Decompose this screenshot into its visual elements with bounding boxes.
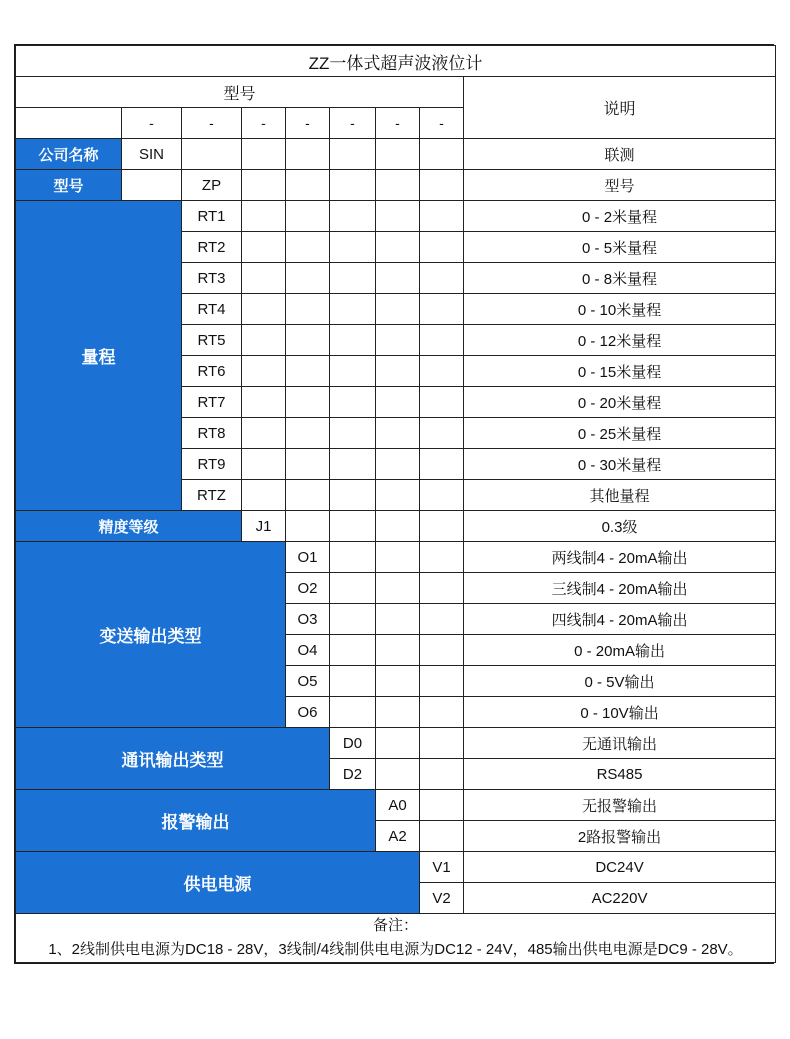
code-d2: D2 <box>330 759 376 790</box>
desc-rt9: 0 - 30米量程 <box>464 449 776 480</box>
desc-a2: 2路报警输出 <box>464 821 776 852</box>
empty-cell <box>330 697 376 728</box>
empty-cell <box>376 232 420 263</box>
code-rtz: RTZ <box>182 480 242 511</box>
empty-cell <box>330 418 376 449</box>
dash-cell-7: - <box>420 108 464 139</box>
empty-cell <box>286 139 330 170</box>
empty-cell <box>242 356 286 387</box>
empty-cell <box>376 604 420 635</box>
empty-cell <box>376 170 420 201</box>
code-rt6: RT6 <box>182 356 242 387</box>
table-row-company <box>16 139 776 170</box>
row-label-comm: 通讯输出类型 <box>16 728 330 790</box>
table-row-header <box>16 77 776 108</box>
empty-cell <box>420 232 464 263</box>
empty-cell <box>420 542 464 573</box>
empty-cell <box>420 511 464 542</box>
table-row-v1 <box>16 852 776 883</box>
code-a2: A2 <box>376 821 420 852</box>
empty-cell <box>286 480 330 511</box>
desc-rt6: 0 - 15米量程 <box>464 356 776 387</box>
empty-cell <box>286 418 330 449</box>
empty-cell <box>242 294 286 325</box>
empty-cell <box>376 542 420 573</box>
dash-cell-blank <box>16 108 122 139</box>
empty-cell <box>376 201 420 232</box>
empty-cell <box>330 294 376 325</box>
empty-cell <box>242 480 286 511</box>
desc-o3: 四线制4 - 20mA输出 <box>464 604 776 635</box>
empty-cell <box>330 170 376 201</box>
desc-rt2: 0 - 5米量程 <box>464 232 776 263</box>
empty-cell <box>330 325 376 356</box>
empty-cell <box>286 201 330 232</box>
table-row-rt1 <box>16 201 776 232</box>
dash-cell-3: - <box>242 108 286 139</box>
code-rt9: RT9 <box>182 449 242 480</box>
dash-cell-4: - <box>286 108 330 139</box>
empty-cell <box>376 728 420 759</box>
desc-a0: 无报警输出 <box>464 790 776 821</box>
desc-v2: AC220V <box>464 883 776 914</box>
empty-cell <box>330 387 376 418</box>
empty-cell <box>420 480 464 511</box>
code-rt5: RT5 <box>182 325 242 356</box>
empty-cell <box>286 356 330 387</box>
table-row-accuracy <box>16 511 776 542</box>
dash-cell-1: - <box>122 108 182 139</box>
empty-cell <box>286 511 330 542</box>
empty-cell <box>242 232 286 263</box>
desc-v1: DC24V <box>464 852 776 883</box>
desc-d0: 无通讯输出 <box>464 728 776 759</box>
empty-cell <box>286 263 330 294</box>
empty-cell <box>286 232 330 263</box>
empty-cell <box>376 139 420 170</box>
desc-j1: 0.3级 <box>464 511 776 542</box>
header-model-label: 型号 <box>16 77 464 108</box>
empty-cell <box>420 635 464 666</box>
code-sin: SIN <box>122 139 182 170</box>
empty-cell <box>420 294 464 325</box>
code-zp: ZP <box>182 170 242 201</box>
desc-rt8: 0 - 25米量程 <box>464 418 776 449</box>
note-block <box>16 914 776 963</box>
table-row-o1 <box>16 542 776 573</box>
code-o3: O3 <box>286 604 330 635</box>
desc-rt5: 0 - 12米量程 <box>464 325 776 356</box>
code-rt7: RT7 <box>182 387 242 418</box>
empty-cell <box>420 263 464 294</box>
empty-cell <box>376 325 420 356</box>
empty-cell <box>376 356 420 387</box>
code-o5: O5 <box>286 666 330 697</box>
empty-cell <box>376 759 420 790</box>
empty-cell <box>330 511 376 542</box>
table-row-a0 <box>16 790 776 821</box>
empty-cell <box>376 263 420 294</box>
empty-cell <box>330 542 376 573</box>
code-v2: V2 <box>420 883 464 914</box>
empty-cell <box>286 387 330 418</box>
row-label-power: 供电电源 <box>16 852 420 914</box>
note-line-1: 1、2线制供电电源为DC18 - 28V，3线制/4线制供电电源为DC12 - 24V，485输出供电电源是DC9 - 28V。 <box>48 941 743 958</box>
empty-cell <box>242 170 286 201</box>
code-o2: O2 <box>286 573 330 604</box>
desc-o4: 0 - 20mA输出 <box>464 635 776 666</box>
desc-company: 联测 <box>464 139 776 170</box>
empty-cell <box>376 511 420 542</box>
empty-cell <box>286 325 330 356</box>
code-rt8: RT8 <box>182 418 242 449</box>
empty-cell <box>376 294 420 325</box>
empty-cell <box>330 449 376 480</box>
empty-cell <box>420 821 464 852</box>
code-j1: J1 <box>242 511 286 542</box>
code-a0: A0 <box>376 790 420 821</box>
row-label-model: 型号 <box>16 170 122 201</box>
dash-cell-5: - <box>330 108 376 139</box>
empty-cell <box>182 139 242 170</box>
desc-rt1: 0 - 2米量程 <box>464 201 776 232</box>
code-rt2: RT2 <box>182 232 242 263</box>
empty-cell <box>420 139 464 170</box>
code-rt4: RT4 <box>182 294 242 325</box>
empty-cell <box>420 728 464 759</box>
empty-cell <box>420 666 464 697</box>
dash-cell-2: - <box>182 108 242 139</box>
empty-cell <box>330 573 376 604</box>
desc-o1: 两线制4 - 20mA输出 <box>464 542 776 573</box>
desc-rtz: 其他量程 <box>464 480 776 511</box>
code-d0: D0 <box>330 728 376 759</box>
spec-sheet <box>14 44 774 964</box>
empty-cell <box>122 170 182 201</box>
empty-cell <box>330 604 376 635</box>
empty-cell <box>242 139 286 170</box>
row-label-company: 公司名称 <box>16 139 122 170</box>
empty-cell <box>420 449 464 480</box>
empty-cell <box>376 666 420 697</box>
empty-cell <box>330 635 376 666</box>
desc-o6: 0 - 10V输出 <box>464 697 776 728</box>
empty-cell <box>330 139 376 170</box>
code-rt3: RT3 <box>182 263 242 294</box>
empty-cell <box>330 480 376 511</box>
empty-cell <box>242 201 286 232</box>
row-label-alarm: 报警输出 <box>16 790 376 852</box>
empty-cell <box>420 573 464 604</box>
empty-cell <box>420 790 464 821</box>
desc-rt4: 0 - 10米量程 <box>464 294 776 325</box>
table-row-title <box>16 46 776 77</box>
empty-cell <box>286 170 330 201</box>
header-desc-label: 说明 <box>464 77 776 139</box>
empty-cell <box>376 418 420 449</box>
empty-cell <box>420 604 464 635</box>
row-label-range: 量程 <box>16 201 182 511</box>
empty-cell <box>420 201 464 232</box>
table-row-model <box>16 170 776 201</box>
empty-cell <box>420 356 464 387</box>
empty-cell <box>242 449 286 480</box>
desc-rt7: 0 - 20米量程 <box>464 387 776 418</box>
row-label-transmit: 变送输出类型 <box>16 542 286 728</box>
desc-o5: 0 - 5V输出 <box>464 666 776 697</box>
desc-model: 型号 <box>464 170 776 201</box>
empty-cell <box>376 573 420 604</box>
empty-cell <box>376 480 420 511</box>
desc-d2: RS485 <box>464 759 776 790</box>
note-heading: 备注： <box>373 917 419 934</box>
empty-cell <box>330 201 376 232</box>
desc-rt3: 0 - 8米量程 <box>464 263 776 294</box>
empty-cell <box>242 387 286 418</box>
empty-cell <box>420 325 464 356</box>
row-label-accuracy: 精度等级 <box>16 511 242 542</box>
empty-cell <box>330 356 376 387</box>
empty-cell <box>242 263 286 294</box>
empty-cell <box>420 697 464 728</box>
code-v1: V1 <box>420 852 464 883</box>
empty-cell <box>420 387 464 418</box>
empty-cell <box>420 170 464 201</box>
empty-cell <box>330 263 376 294</box>
dash-cell-6: - <box>376 108 420 139</box>
empty-cell <box>286 294 330 325</box>
table-row-note <box>16 914 776 963</box>
specification-table <box>15 45 776 963</box>
code-o1: O1 <box>286 542 330 573</box>
empty-cell <box>376 387 420 418</box>
empty-cell <box>330 232 376 263</box>
empty-cell <box>376 697 420 728</box>
table-row-d0 <box>16 728 776 759</box>
empty-cell <box>420 759 464 790</box>
empty-cell <box>286 449 330 480</box>
empty-cell <box>330 666 376 697</box>
code-o4: O4 <box>286 635 330 666</box>
empty-cell <box>242 418 286 449</box>
desc-o2: 三线制4 - 20mA输出 <box>464 573 776 604</box>
page-title: ZZ一体式超声波液位计 <box>16 46 776 77</box>
empty-cell <box>376 449 420 480</box>
empty-cell <box>242 325 286 356</box>
empty-cell <box>420 418 464 449</box>
code-o6: O6 <box>286 697 330 728</box>
empty-cell <box>376 635 420 666</box>
code-rt1: RT1 <box>182 201 242 232</box>
